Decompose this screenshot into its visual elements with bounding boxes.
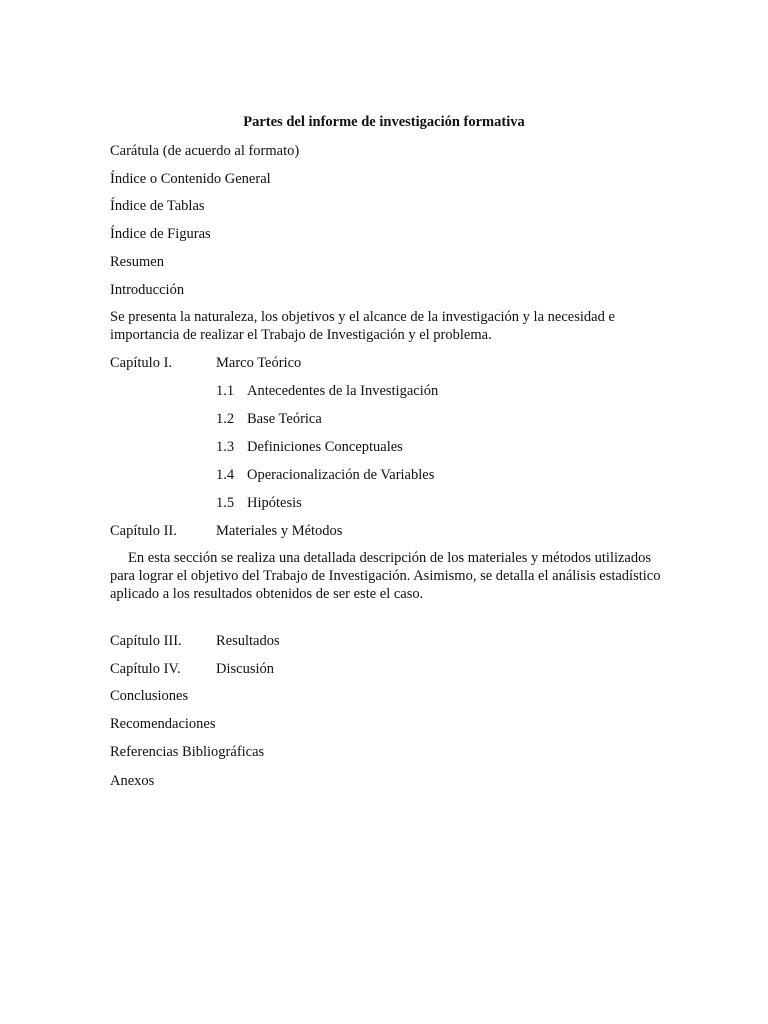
chapter-3-title: Resultados [216, 633, 280, 649]
chapter-3-label: Capítulo III. [110, 633, 182, 649]
section-number: 1.3 [216, 439, 235, 455]
front-matter-item: Carátula (de acuerdo al formato) [110, 143, 300, 159]
front-matter-item: Índice o Contenido General [110, 171, 271, 187]
section-number: 1.1 [216, 383, 235, 399]
chapter-4-label: Capítulo IV. [110, 661, 181, 677]
section-number: 1.5 [216, 495, 235, 511]
back-matter-item: Recomendaciones [110, 716, 216, 732]
section-title: Operacionalización de Variables [247, 467, 435, 483]
back-matter-item: Conclusiones [110, 688, 189, 704]
section-title: Definiciones Conceptuales [247, 439, 403, 455]
section-title: Hipótesis [247, 495, 302, 511]
section-title: Antecedentes de la Investigación [247, 383, 439, 399]
chapter-1-title: Marco Teórico [216, 355, 302, 371]
front-matter-item: Resumen [110, 254, 164, 270]
section-title: Base Teórica [247, 411, 322, 427]
front-matter-item: Introducción [110, 282, 185, 298]
intro-paragraph: Se presenta la naturaleza, los objetivos y el alcance de la investigación y la necesidad e importancia de realizar el Trabajo de Investigación y el problema. [110, 309, 615, 343]
document-title: Partes del informe de investigación formativa [243, 114, 525, 130]
chapter-1-label: Capítulo I. [110, 355, 173, 371]
section-number: 1.2 [216, 411, 235, 427]
methods-paragraph: En esta sección se realiza una detallada descripción de los materiales y métodos utilizados para lograr el objetivo del Trabajo de Investigación. Asimismo, se detalla el análisis estadístico aplicado a los resultados obtenidos de ser este el caso. [110, 550, 661, 602]
section-number: 1.4 [216, 467, 235, 483]
back-matter-item: Referencias Bibliográficas [110, 744, 265, 760]
chapter-2-label: Capítulo II. [110, 523, 177, 539]
front-matter-item: Índice de Tablas [110, 198, 205, 214]
back-matter-item: Anexos [110, 773, 155, 789]
chapter-4-title: Discusión [216, 661, 274, 677]
front-matter-item: Índice de Figuras [110, 226, 211, 242]
chapter-2-title: Materiales y Métodos [216, 523, 343, 539]
